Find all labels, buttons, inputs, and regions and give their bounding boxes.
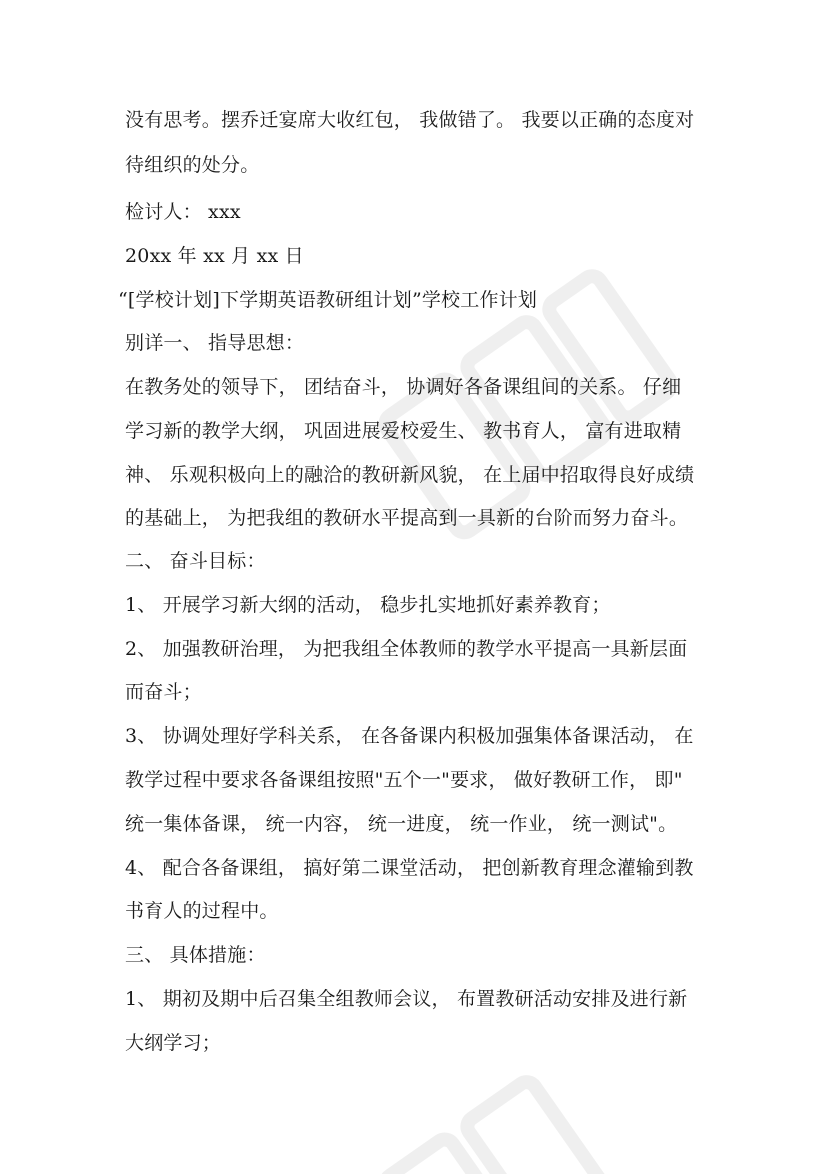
- text-line: 神、 乐观积极向上的融洽的教研新风貌， 在上届中招取得良好成绩: [125, 464, 695, 486]
- text-line: 统一集体备课， 统一内容， 统一进度， 统一作业， 统一测试"。: [125, 813, 678, 835]
- text-line: 大纲学习；: [125, 1032, 222, 1054]
- section-heading: 二、 奋斗目标：: [125, 550, 266, 572]
- text-line: 书育人的过程中。: [125, 900, 279, 922]
- list-item: 2、 加强教研治理， 为把我组全体教师的教学水平提高一具新层面: [125, 638, 688, 660]
- list-item: 4、 配合各备课组， 搞好第二课堂活动， 把创新教育理念灌输到教: [125, 857, 694, 879]
- document-title: “[学校计划]下学期英语教研组计划”学校工作计划: [118, 289, 538, 311]
- list-item: 1、 期初及期中后召集全组教师会议， 布置教研活动安排及进行新: [125, 988, 688, 1010]
- text-line: 在教务处的领导下， 团结奋斗， 协调好各备课组间的关系。 仔细: [125, 376, 682, 398]
- watermark-stamp-icon: [360, 1010, 680, 1174]
- signer-line: 检讨人： xxx: [125, 201, 241, 223]
- list-item: 1、 开展学习新大纲的活动， 稳步扎实地抓好素养教育；: [125, 594, 611, 616]
- text-line: 学习新的教学大纲， 巩固进展爱校爱生、 教书育人， 富有进取精: [125, 420, 682, 442]
- text-line: 待组织的处分。: [125, 154, 260, 176]
- text-line: 没有思考。摆乔迁宴席大收红包， 我做错了。 我要以正确的态度对: [125, 109, 695, 131]
- text-line: 而奋斗；: [125, 681, 202, 703]
- list-item: 3、 协调处理好学科关系， 在各备课内积极加强集体备课活动， 在: [125, 725, 694, 747]
- date-line: 20xx 年 xx 月 xx 日: [125, 245, 304, 267]
- text-line: 教学过程中要求各备课组按照"五个一"要求， 做好教研工作， 即": [125, 769, 683, 791]
- text-line: 的基础上， 为把我组的教研水平提高到一具新的台阶而努力奋斗。: [125, 507, 689, 529]
- section-heading: 别详一、 指导思想：: [125, 332, 305, 354]
- section-heading: 三、 具体措施：: [125, 944, 266, 966]
